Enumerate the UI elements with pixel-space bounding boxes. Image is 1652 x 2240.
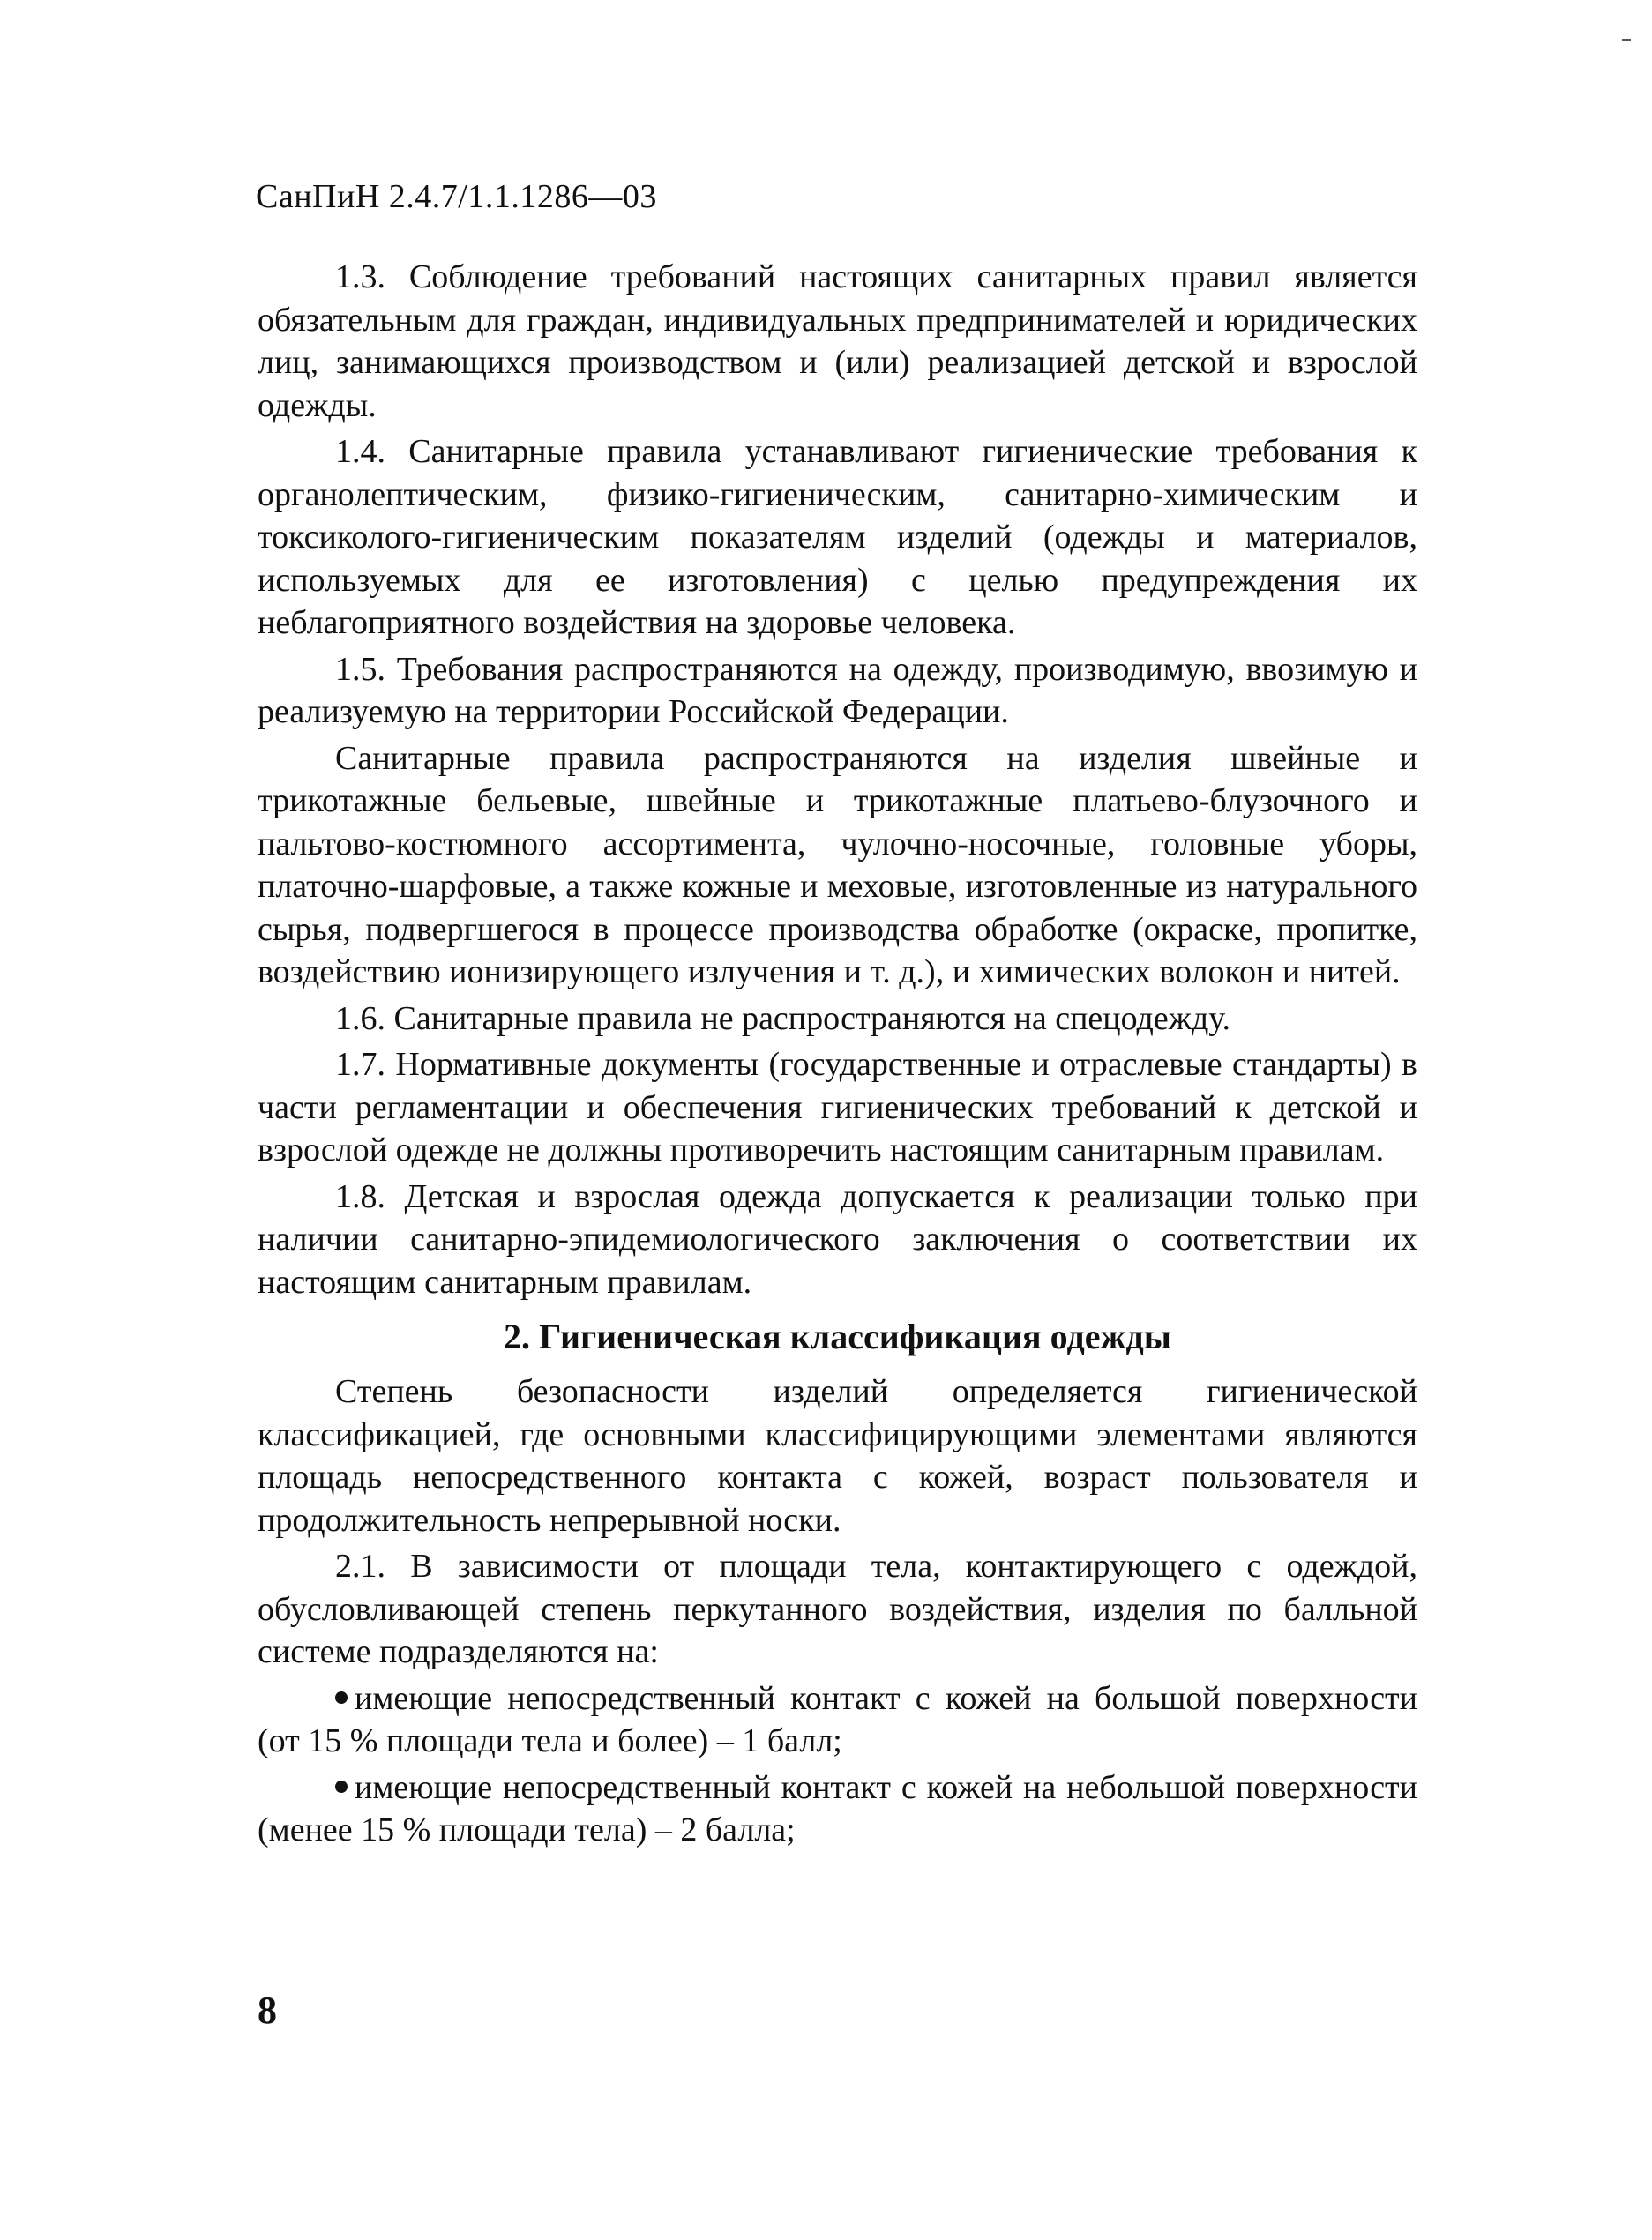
paragraph-classification: Степень безопасности изделий определяется гигиенической классификацией, где основными классифицирующими элементами являются площадь непосредственного контакта с кожей, возраст пользователя и продолжительность непрерывной носки. — [258, 1373, 1417, 1539]
paragraph-1-6: 1.6. Санитарные правила не распространяются на спецодежду. — [335, 999, 1230, 1037]
paragraph-scope: Санитарные правила распространяются на изделия швейные и трикотажные бельевые, швейные и трикотажные платьево-блузочного и пальтово-костюмного ассортимента, чулочно-носочные, головные уборы, платочно-шарфовые, а также кожные и меховые, изготовленные из натурального сырья, подвергшегося в процессе производства обработке (окраске, пропитке, воздействию ионизирующего излучения и т. д.), и химических волокон и нитей. — [258, 739, 1417, 990]
paragraph-1-7: 1.7. Нормативные документы (государственные и отраслевые стандарты) в части регламентации и обеспечения гигиенических требований к детской и взрослой одежде не должны противоречить настоящим санитарным правилам. — [258, 1046, 1417, 1169]
bullet-item — [258, 1766, 1417, 1852]
document-body — [258, 256, 1417, 1855]
paragraph-1-4: 1.4. Санитарные правила устанавливают гигиенические требования к органолептическим, физико-гигиеническим, санитарно-химическим и токсиколого-гигиеническим показателям изделий (одежды и материалов, используемых для ее изготовления) с целью предупреждения их неблагоприятного воздействия на здоровье человека. — [258, 433, 1417, 641]
bullet-icon — [335, 1781, 348, 1793]
section-title: 2. Гигиеническая классификация одежды — [504, 1317, 1171, 1356]
scan-mark — [1622, 39, 1631, 41]
document-header: СанПиН 2.4.7/1.1.1286—03 — [256, 178, 657, 215]
bullet-item — [258, 1677, 1417, 1763]
bullet-icon — [335, 1691, 348, 1704]
paragraph-2-1: 2.1. В зависимости от площади тела, контактирующего с одеждой, обусловливающей степень перкутанного воздействия, изделия по балльной системе подразделяются на: — [258, 1548, 1417, 1670]
paragraph-1-3: 1.3. Соблюдение требований настоящих санитарных правил является обязательным для граждан, индивидуальных предпринимателей и юридических лиц, занимающихся производством и (или) реализацией детской и взрослой одежды. — [258, 258, 1417, 424]
paragraph-1-5: 1.5. Требования распространяются на одежду, производимую, ввозимую и реализуемую на территории Российской Федерации. — [258, 650, 1417, 730]
paragraph-1-8: 1.8. Детская и взрослая одежда допускается к реализации только при наличии санитарно-эпидемиологического заключения о соответствии их настоящим санитарным правилам. — [258, 1177, 1417, 1301]
bullet-text: имеющие непосредственный контакт с кожей на большой поверхности (от 15 % площади тела и более) – 1 балл; — [258, 1679, 1417, 1759]
bullet-text: имеющие непосредственный контакт с кожей на небольшой поверхности (менее 15 % площади тела) – 2 балла; — [258, 1768, 1417, 1848]
page-number: 8 — [258, 1989, 277, 2032]
